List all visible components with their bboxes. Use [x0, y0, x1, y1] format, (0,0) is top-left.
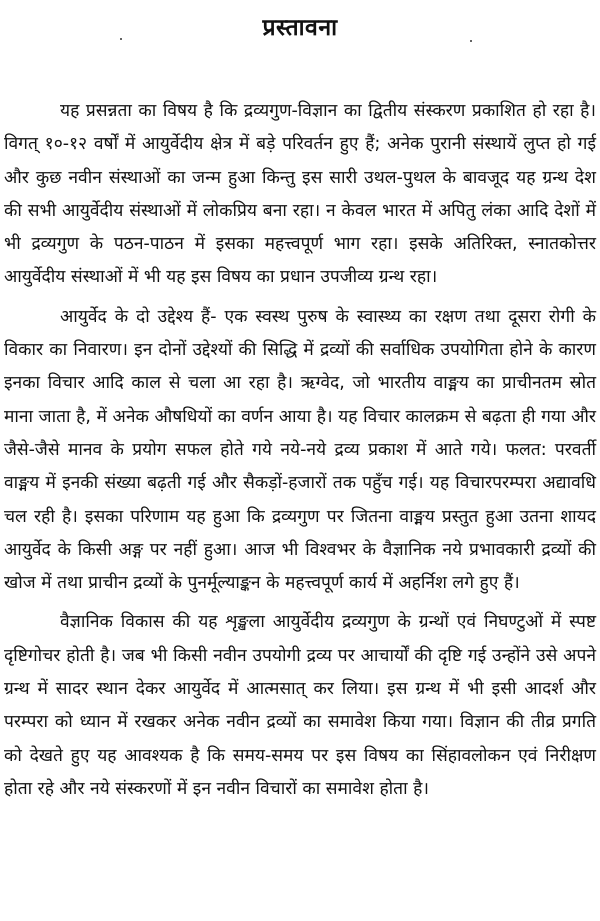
page-title: प्रस्तावना: [262, 15, 338, 41]
body-text: [4, 95, 596, 806]
paragraph: आयुर्वेद के दो उद्देश्य हैं- एक स्वस्थ पुरुष के स्वास्थ्य का रक्षण तथा दूसरा रोगी के विकार का निवारण। इन दोनों उद्देश्यों की सिद्धि में द्रव्यों की सर्वाधिक उपयोगिता होने के कारण इनका विचार आदि काल से चला आ रहा है। ऋग्वेद, जो भारतीय वाङ्मय का प्राचीनतम स्रोत माना जाता है, में अनेक औषधियों का वर्णन आया है। यह विचार कालक्रम से बढ़ता ही गया और जैसे-जैसे मानव के प्रयोग सफल होते गये नये-नये द्रव्य प्रकाश में आते गये। फलत: परवर्ती वाङ्मय में इनकी संख्या बढ़ती गई और सैकड़ों-हजारों तक पहुँच गई। यह विचारपरम्परा अद्यावधि चल रही है। इसका परिणाम यह हुआ कि द्रव्यगुण पर जितना वाङ्मय प्रस्तुत हुआ उतना शायद आयुर्वेद के किसी अङ्ग पर नहीं हुआ। आज भी विश्वभर के वैज्ञानिक नये प्रभावकारी द्रव्यों की खोज में तथा प्राचीन द्रव्यों के पुनर्मूल्याङ्कन के महत्त्वपूर्ण कार्य में अहर्निश लगे हुए हैं।: [4, 306, 596, 594]
scan-speck: [120, 38, 122, 40]
paragraph: वैज्ञानिक विकास की यह शृङ्खला आयुर्वेदीय द्रव्यगुण के ग्रन्थों एवं निघण्टुओं में स्पष्ट दृष्टिगोचर होती है। जब भी किसी नवीन उपयोगी द्रव्य पर आचार्यों की दृष्टि गई उन्होंने उसे अपने ग्रन्थ में सादर स्थान देकर आयुर्वेद में आत्मसात् कर लिया। इस ग्रन्थ में भी इसी आदर्श और परम्परा को ध्यान में रखकर अनेक नवीन द्रव्यों का समावेश किया गया। विज्ञान की तीव्र प्रगति को देखते हुए यह आवश्यक है कि समय-समय पर इस विषय का सिंहावलोकन एवं निरीक्षण होता रहे और नये संस्करणों में इन नवीन विचारों का समावेश होता है।: [4, 612, 596, 799]
scan-speck: [470, 40, 472, 42]
paragraph: यह प्रसन्नता का विषय है कि द्रव्यगुण-विज्ञान का द्वितीय संस्करण प्रकाशित हो रहा है। विगत् १०-१२ वर्षों में आयुर्वेदीय क्षेत्र में बड़े परिवर्तन हुए हैं; अनेक पुरानी संस्थायें लुप्त हो गई और कुछ नवीन संस्थाओं का जन्म हुआ किन्तु इस सारी उथल-पुथल के बावजूद यह ग्रन्थ देश की सभी आयुर्वेदीय संस्थाओं में लोकप्रिय बना रहा। न केवल भारत में अपितु लंका आदि देशों में भी द्रव्यगुण के पठन-पाठन में इसका महत्त्वपूर्ण भाग रहा। इसके अतिरिक्त, स्नातकोत्तर आयुर्वेदीय संस्थाओं में भी यह इस विषय का प्रधान उपजीव्य ग्रन्थ रहा।: [4, 101, 596, 288]
